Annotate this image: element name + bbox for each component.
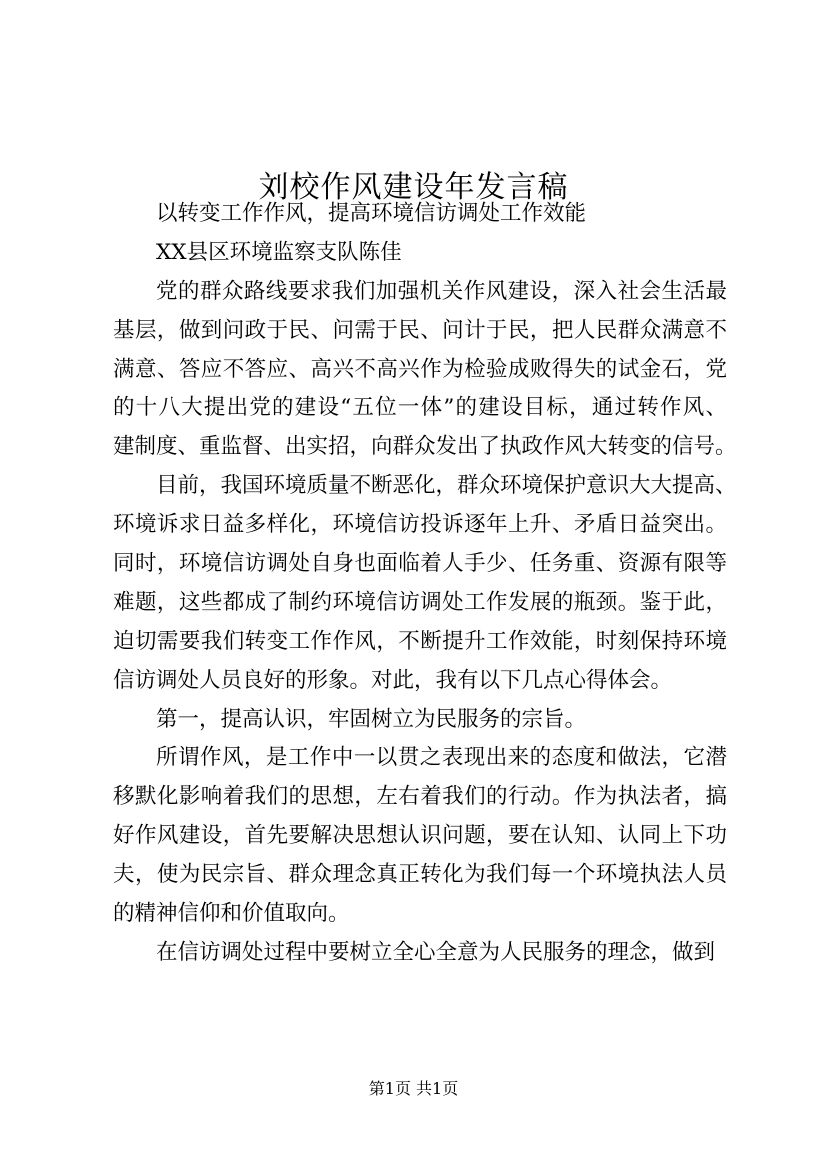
paragraph-line: 目前，我国环境质量不断恶化，群众环境保护意识大大提高、 — [156, 473, 737, 499]
paragraph-line: 以转变工作作风，提高环境信访调处工作效能 — [156, 201, 587, 226]
paragraph — [113, 739, 727, 933]
paragraph-line: 党的群众路线要求我们加强机关作风建设，深入社会生活最 — [156, 278, 727, 304]
paragraph — [113, 195, 727, 234]
paragraph-line: 移默化影响着我们的思想，左右着我们的行动。作为执法者，搞 — [113, 784, 727, 810]
document-title: 刘校作风建设年发言稿 — [258, 170, 569, 206]
paragraph-line: 满意、答应不答应、高兴不高兴作为检验成败得失的试金石，党 — [113, 356, 727, 382]
document-body — [113, 195, 737, 973]
paragraph-line: 第一，提高认识，牢固树立为民服务的宗旨。 — [156, 706, 587, 732]
paragraph — [113, 273, 737, 467]
paragraph-line: 所谓作风，是工作中一以贯之表现出来的态度和做法，它潜 — [156, 745, 727, 771]
paragraph-line: 环境诉求日益多样化，环境信访投诉逐年上升、矛盾日益突出。 — [113, 512, 727, 538]
paragraph-line: 难题，这些都成了制约环境信访调处工作发展的瓶颈。鉴于此， — [113, 589, 727, 615]
paragraph — [113, 467, 737, 700]
paragraph-line: 迫切需要我们转变工作作风，不断提升工作效能，时刻保持环境 — [113, 628, 727, 654]
paragraph-line: 建制度、重监督、出实招，向群众发出了执政作风大转变的信号。 — [113, 434, 737, 460]
paragraph-line: 的精神信仰和价值取向。 — [113, 901, 350, 927]
paragraph-line: 夫，使为民宗旨、群众理念真正转化为我们每一个环境执法人员 — [113, 862, 727, 888]
paragraph-line: 好作风建设，首先要解决思想认识问题，要在认知、认同上下功 — [113, 823, 727, 849]
page-footer: 第1页 共1页 — [368, 1079, 459, 1098]
paragraph — [113, 934, 727, 973]
paragraph — [113, 701, 727, 740]
paragraph-line: 基层，做到问政于民、问需于民、问计于民，把人民群众满意不 — [113, 317, 727, 343]
paragraph-line: 同时，环境信访调处自身也面临着人手少、任务重、资源有限等 — [113, 551, 727, 577]
paragraph-line: 在信访调处过程中要树立全心全意为人民服务的理念，做到 — [156, 939, 716, 965]
paragraph-line: XX县区环境监察支队陈佳 — [156, 239, 402, 265]
paragraph — [113, 234, 727, 273]
paragraph-line: 的十八大提出党的建设“五位一体”的建设目标，通过转作风、 — [113, 395, 727, 421]
paragraph-line: 信访调处人员良好的形象。对此，我有以下几点心得体会。 — [113, 667, 673, 693]
